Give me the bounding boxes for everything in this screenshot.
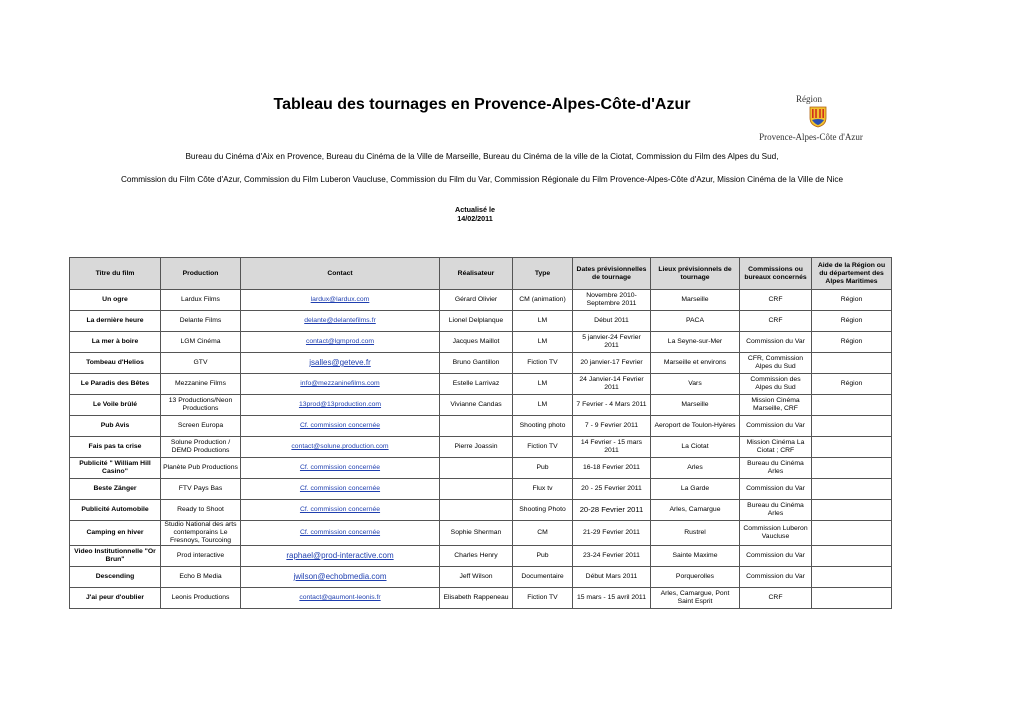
dates-cell: 7 Fevrier - 4 Mars 2011 — [573, 395, 651, 416]
commissions-cell: Bureau du Cinéma Arles — [740, 500, 812, 521]
director-cell: Estelle Larrivaz — [440, 374, 513, 395]
film-title-cell: J'ai peur d'oublier — [70, 588, 161, 609]
director-cell: Bruno Gantillon — [440, 353, 513, 374]
type-cell: LM — [513, 332, 573, 353]
film-title-cell: Publicité " William Hill Casino" — [70, 458, 161, 479]
update-label: Actualisé le — [455, 205, 495, 214]
region-logo — [756, 94, 866, 144]
dates-cell: Début Mars 2011 — [573, 567, 651, 588]
dates-cell: 16-18 Fevrier 2011 — [573, 458, 651, 479]
dates-cell: 20-28 Fevrier 2011 — [573, 500, 651, 521]
aid-cell — [812, 353, 892, 374]
aid-cell — [812, 567, 892, 588]
production-cell: Planète Pub Productions — [161, 458, 241, 479]
production-cell: Delante Films — [161, 311, 241, 332]
table-row — [70, 521, 892, 546]
table-row — [70, 479, 892, 500]
col-header-title: Titre du film — [70, 258, 161, 290]
type-cell: Pub — [513, 458, 573, 479]
update-date: 14/02/2011 — [457, 214, 493, 223]
commissions-cell: CRF — [740, 311, 812, 332]
director-cell — [440, 458, 513, 479]
commissions-cell: CRF — [740, 290, 812, 311]
production-cell: 13 Productions/Neon Productions — [161, 395, 241, 416]
coat-of-arms-icon — [809, 106, 827, 128]
contact-link[interactable]: raphael@prod-interactive.com — [241, 546, 440, 567]
table-row — [70, 588, 892, 609]
film-title-cell: Descending — [70, 567, 161, 588]
film-title-cell: Fais pas ta crise — [70, 437, 161, 458]
director-cell — [440, 416, 513, 437]
film-title-cell: Le Paradis des Bêtes — [70, 374, 161, 395]
logo-text-bottom: Provence-Alpes-Côte d'Azur — [759, 132, 863, 142]
director-cell: Lionel Delplanque — [440, 311, 513, 332]
contact-link[interactable]: contact@lgmprod.com — [241, 332, 440, 353]
production-cell: Ready to Shoot — [161, 500, 241, 521]
table-row — [70, 353, 892, 374]
director-cell: Charles Henry — [440, 546, 513, 567]
director-cell: Pierre Joassin — [440, 437, 513, 458]
film-title-cell: La mer à boire — [70, 332, 161, 353]
table-row — [70, 332, 892, 353]
commissions-cell: Commission du Var — [740, 546, 812, 567]
dates-cell: 14 Fevrier - 15 mars 2011 — [573, 437, 651, 458]
production-cell: Lardux Films — [161, 290, 241, 311]
dates-cell: 15 mars - 15 avril 2011 — [573, 588, 651, 609]
commissions-cell: CRF — [740, 588, 812, 609]
production-cell: Mezzanine Films — [161, 374, 241, 395]
commissions-cell: Bureau du Cinéma Arles — [740, 458, 812, 479]
locations-cell: La Seyne-sur-Mer — [651, 332, 740, 353]
dates-cell: 24 Janvier-14 Fevrier 2011 — [573, 374, 651, 395]
locations-cell: Arles, Camargue, Pont Saint Esprit — [651, 588, 740, 609]
type-cell: Shooting photo — [513, 416, 573, 437]
type-cell: LM — [513, 395, 573, 416]
film-title-cell: Le Voile brûlé — [70, 395, 161, 416]
type-cell: Fiction TV — [513, 353, 573, 374]
contact-link[interactable]: jwilson@echobmedia.com — [241, 567, 440, 588]
table-header-row — [70, 258, 892, 290]
locations-cell: La Ciotat — [651, 437, 740, 458]
production-cell: GTV — [161, 353, 241, 374]
col-header-aid: Aide de la Région ou du département des Alpes Maritimes — [812, 258, 892, 290]
table-row — [70, 437, 892, 458]
col-header-commissions: Commissions ou bureaux concernés — [740, 258, 812, 290]
locations-cell: PACA — [651, 311, 740, 332]
production-cell: FTV Pays Bas — [161, 479, 241, 500]
locations-cell: Vars — [651, 374, 740, 395]
table-row — [70, 567, 892, 588]
contact-link[interactable]: contact@gaumont-leonis.fr — [241, 588, 440, 609]
dates-cell: 23-24 Fevrier 2011 — [573, 546, 651, 567]
locations-cell: La Garde — [651, 479, 740, 500]
film-title-cell: Tombeau d'Helios — [70, 353, 161, 374]
production-cell: Solune Production / DEMD Productions — [161, 437, 241, 458]
dates-cell: 5 janvier-24 Fevrier 2011 — [573, 332, 651, 353]
page-title: Tableau des tournages en Provence-Alpes-Côte-d'Azur — [273, 96, 691, 113]
col-header-dates: Dates prévisionnelles de tournage — [573, 258, 651, 290]
table-row — [70, 458, 892, 479]
type-cell: LM — [513, 311, 573, 332]
col-header-type: Type — [513, 258, 573, 290]
commissions-cell: CFR, Commission Alpes du Sud — [740, 353, 812, 374]
film-title-cell: La dernière heure — [70, 311, 161, 332]
commissions-cell: Commission du Var — [740, 416, 812, 437]
director-cell: Elisabeth Rappeneau — [440, 588, 513, 609]
locations-cell: Porquerolles — [651, 567, 740, 588]
aid-cell — [812, 437, 892, 458]
commissions-cell: Commission des Alpes du Sud — [740, 374, 812, 395]
production-cell: Studio National des arts contemporains Le Fresnoys, Tourcoing — [161, 521, 241, 546]
contact-link[interactable]: Cf. commission concernée — [241, 521, 440, 546]
col-header-production: Production — [161, 258, 241, 290]
production-cell: Screen Europa — [161, 416, 241, 437]
table-row — [70, 374, 892, 395]
type-cell: Pub — [513, 546, 573, 567]
type-cell: Shooting Photo — [513, 500, 573, 521]
col-header-contact: Contact — [241, 258, 440, 290]
contact-link[interactable]: Cf. commission concernée — [241, 500, 440, 521]
director-cell — [440, 479, 513, 500]
contact-link[interactable]: lardux@lardux.com — [241, 290, 440, 311]
production-cell: Prod interactive — [161, 546, 241, 567]
aid-cell — [812, 546, 892, 567]
aid-cell — [812, 479, 892, 500]
update-notice — [0, 205, 950, 223]
film-title-cell: Publicité Automobile — [70, 500, 161, 521]
film-title-cell: Un ogre — [70, 290, 161, 311]
aid-cell: Région — [812, 311, 892, 332]
shootings-table — [69, 257, 892, 609]
aid-cell — [812, 500, 892, 521]
film-title-cell: Camping en hiver — [70, 521, 161, 546]
table-row — [70, 311, 892, 332]
film-title-cell: Pub Avis — [70, 416, 161, 437]
locations-cell: Arles, Camargue — [651, 500, 740, 521]
production-cell: Leonis Productions — [161, 588, 241, 609]
type-cell: CM — [513, 521, 573, 546]
locations-cell: Marseille — [651, 395, 740, 416]
aid-cell — [812, 416, 892, 437]
contact-link[interactable]: Cf. commission concernée — [241, 458, 440, 479]
commissions-cell: Commission du Var — [740, 332, 812, 353]
director-cell — [440, 500, 513, 521]
director-cell: Sophie Sherman — [440, 521, 513, 546]
locations-cell: Sainte Maxime — [651, 546, 740, 567]
type-cell: CM (animation) — [513, 290, 573, 311]
locations-cell: Marseille et environs — [651, 353, 740, 374]
contact-link[interactable]: jsalles@geteve.fr — [241, 353, 440, 374]
type-cell: Fiction TV — [513, 437, 573, 458]
dates-cell: 21-29 Fevrier 2011 — [573, 521, 651, 546]
type-cell: LM — [513, 374, 573, 395]
director-cell: Vivianne Candas — [440, 395, 513, 416]
table-row — [70, 290, 892, 311]
dates-cell: Début 2011 — [573, 311, 651, 332]
type-cell: Fiction TV — [513, 588, 573, 609]
locations-cell: Marseille — [651, 290, 740, 311]
aid-cell: Région — [812, 290, 892, 311]
contact-link[interactable]: info@mezzaninefilms.com — [241, 374, 440, 395]
director-cell: Gérard Olivier — [440, 290, 513, 311]
aid-cell — [812, 588, 892, 609]
director-cell: Jacques Maillot — [440, 332, 513, 353]
logo-text-top: Région — [796, 94, 822, 104]
aid-cell: Région — [812, 332, 892, 353]
director-cell: Jeff Wilson — [440, 567, 513, 588]
production-cell: LGM Cinéma — [161, 332, 241, 353]
type-cell: Documentaire — [513, 567, 573, 588]
aid-cell — [812, 395, 892, 416]
aid-cell: Région — [812, 374, 892, 395]
dates-cell: 20 - 25 Fevrier 2011 — [573, 479, 651, 500]
locations-cell: Aeroport de Toulon-Hyères — [651, 416, 740, 437]
film-title-cell: Video Institutionnelle "Or Brun" — [70, 546, 161, 567]
commissions-cell: Mission Cinéma Marseille, CRF — [740, 395, 812, 416]
contact-link[interactable]: Cf. commission concernée — [241, 479, 440, 500]
subtitle-line-1: Bureau du Cinéma d'Aix en Provence, Bureau du Cinéma de la Ville de Marseille, Bureau du Cinéma de la ville de la Ciotat, Commission du Film des Alpes du Sud, — [185, 152, 779, 161]
contact-link[interactable]: delante@delantefilms.fr — [241, 311, 440, 332]
table-row — [70, 546, 892, 567]
table-row — [70, 500, 892, 521]
locations-cell: Rustrel — [651, 521, 740, 546]
commissions-cell: Commission du Var — [740, 567, 812, 588]
commissions-cell: Mission Cinéma La Ciotat ; CRF — [740, 437, 812, 458]
table-row — [70, 395, 892, 416]
dates-cell: Novembre 2010- Septembre 2011 — [573, 290, 651, 311]
subtitle-line-2: Commission du Film Côte d'Azur, Commission du Film Luberon Vaucluse, Commission du Film du Var, Commission Régionale du Film Provence-Alpes-Côte d'Azur, Mission Cinéma de la Ville de Nice — [120, 175, 844, 184]
contact-link[interactable]: contact@solune.production.com — [241, 437, 440, 458]
production-cell: Echo B Media — [161, 567, 241, 588]
commissions-cell: Commission du Var — [740, 479, 812, 500]
table-row — [70, 416, 892, 437]
contact-link[interactable]: 13prod@13production.com — [241, 395, 440, 416]
col-header-locations: Lieux prévisionnels de tournage — [651, 258, 740, 290]
commissions-cell: Commission Luberon Vaucluse — [740, 521, 812, 546]
film-title-cell: Beste Zänger — [70, 479, 161, 500]
contact-link[interactable]: Cf. commission concernée — [241, 416, 440, 437]
locations-cell: Arles — [651, 458, 740, 479]
dates-cell: 20 janvier-17 Fevrier — [573, 353, 651, 374]
type-cell: Flux tv — [513, 479, 573, 500]
col-header-director: Réalisateur — [440, 258, 513, 290]
aid-cell — [812, 521, 892, 546]
aid-cell — [812, 458, 892, 479]
dates-cell: 7 - 9 Fevrier 2011 — [573, 416, 651, 437]
